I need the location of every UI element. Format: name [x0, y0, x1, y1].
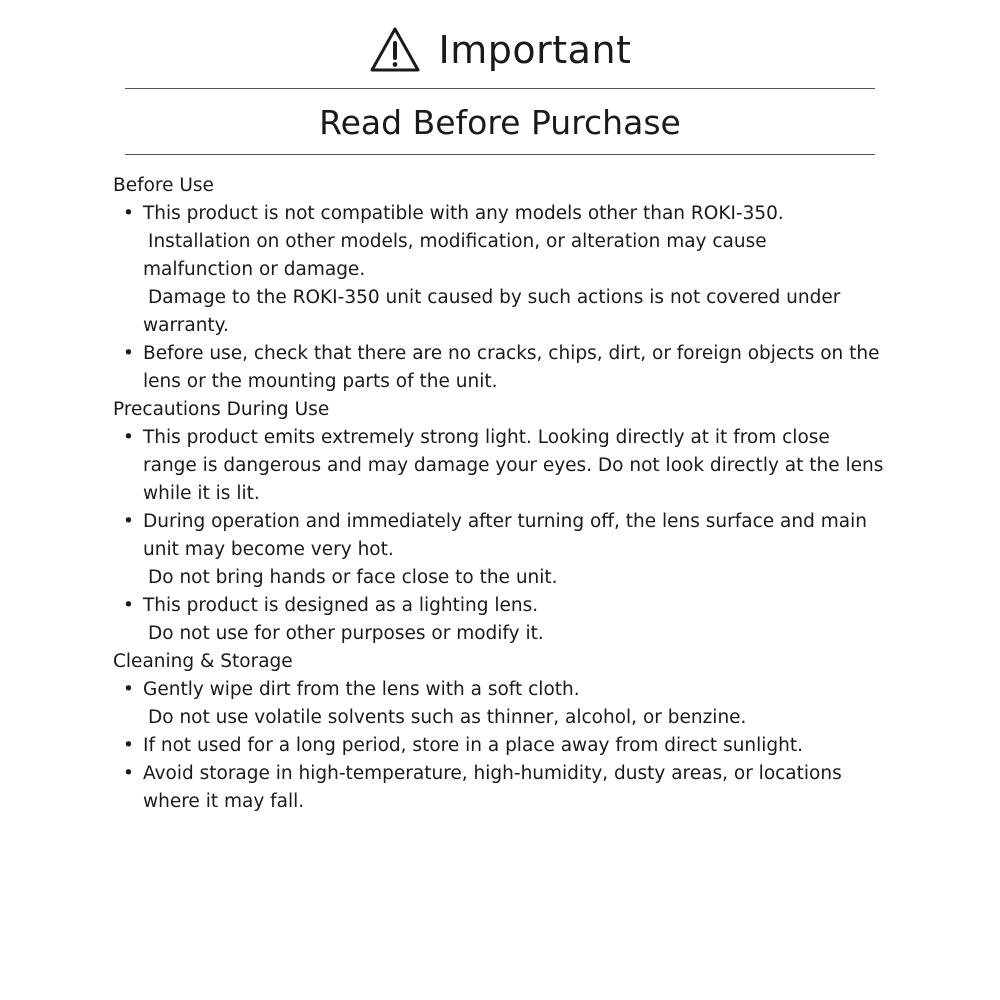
item-list: [113, 200, 883, 396]
item-line: Do not bring hands or face close to the unit.: [148, 567, 558, 588]
item-line: where it may fall.: [143, 791, 305, 812]
section-before-use: [113, 172, 883, 396]
list-item: [113, 676, 883, 732]
item-line: range is dangerous and may damage your eyes. Do not look directly at the lens: [143, 455, 884, 476]
list-item: [113, 508, 883, 592]
page-title: Important: [438, 28, 632, 72]
item-line: unit may become very hot.: [143, 539, 394, 560]
list-item: [113, 732, 883, 760]
item-line: • Avoid storage in high-temperature, high-humidity, dusty areas, or locations: [143, 763, 842, 784]
section-title: Precautions During Use: [113, 399, 330, 420]
section-title: Before Use: [113, 175, 214, 196]
item-line: • During operation and immediately after turning off, the lens surface and main: [143, 511, 867, 532]
section-precautions: [113, 396, 883, 648]
item-list: [113, 424, 883, 648]
list-item: [113, 424, 883, 508]
item-line: • This product is not compatible with any models other than ROKI-350.: [143, 203, 784, 224]
item-line: • Gently wipe dirt from the lens with a soft cloth.: [143, 679, 580, 700]
list-item: [113, 592, 883, 648]
item-line: Installation on other models, modification, or alteration may cause: [148, 231, 767, 252]
page-subtitle: Read Before Purchase: [319, 103, 681, 142]
item-line: • This product is designed as a lighting lens.: [143, 595, 539, 616]
warning-triangle-icon: [369, 26, 421, 74]
list-item: [113, 760, 883, 816]
page-header: [0, 22, 1000, 78]
notice-content: [113, 172, 883, 816]
item-list: [113, 676, 883, 816]
item-line: Do not use for other purposes or modify it.: [148, 623, 544, 644]
item-line: • Before use, check that there are no cracks, chips, dirt, or foreign objects on the: [143, 343, 880, 364]
section-cleaning-storage: [113, 648, 883, 816]
item-line: Do not use volatile solvents such as thinner, alcohol, or benzine.: [148, 707, 747, 728]
item-line: malfunction or damage.: [143, 259, 366, 280]
item-line: • If not used for a long period, store in a place away from direct sunlight.: [143, 735, 804, 756]
item-line: lens or the mounting parts of the unit.: [143, 371, 498, 392]
item-line: Damage to the ROKI-350 unit caused by such actions is not covered under: [148, 287, 841, 308]
bottom-divider: [125, 154, 875, 155]
item-line: • This product emits extremely strong light. Looking directly at it from close: [143, 427, 830, 448]
list-item: [113, 200, 883, 340]
item-line: warranty.: [143, 315, 229, 336]
top-divider: [125, 88, 875, 89]
item-line: while it is lit.: [143, 483, 260, 504]
section-title: Cleaning & Storage: [113, 651, 293, 672]
list-item: [113, 340, 883, 396]
